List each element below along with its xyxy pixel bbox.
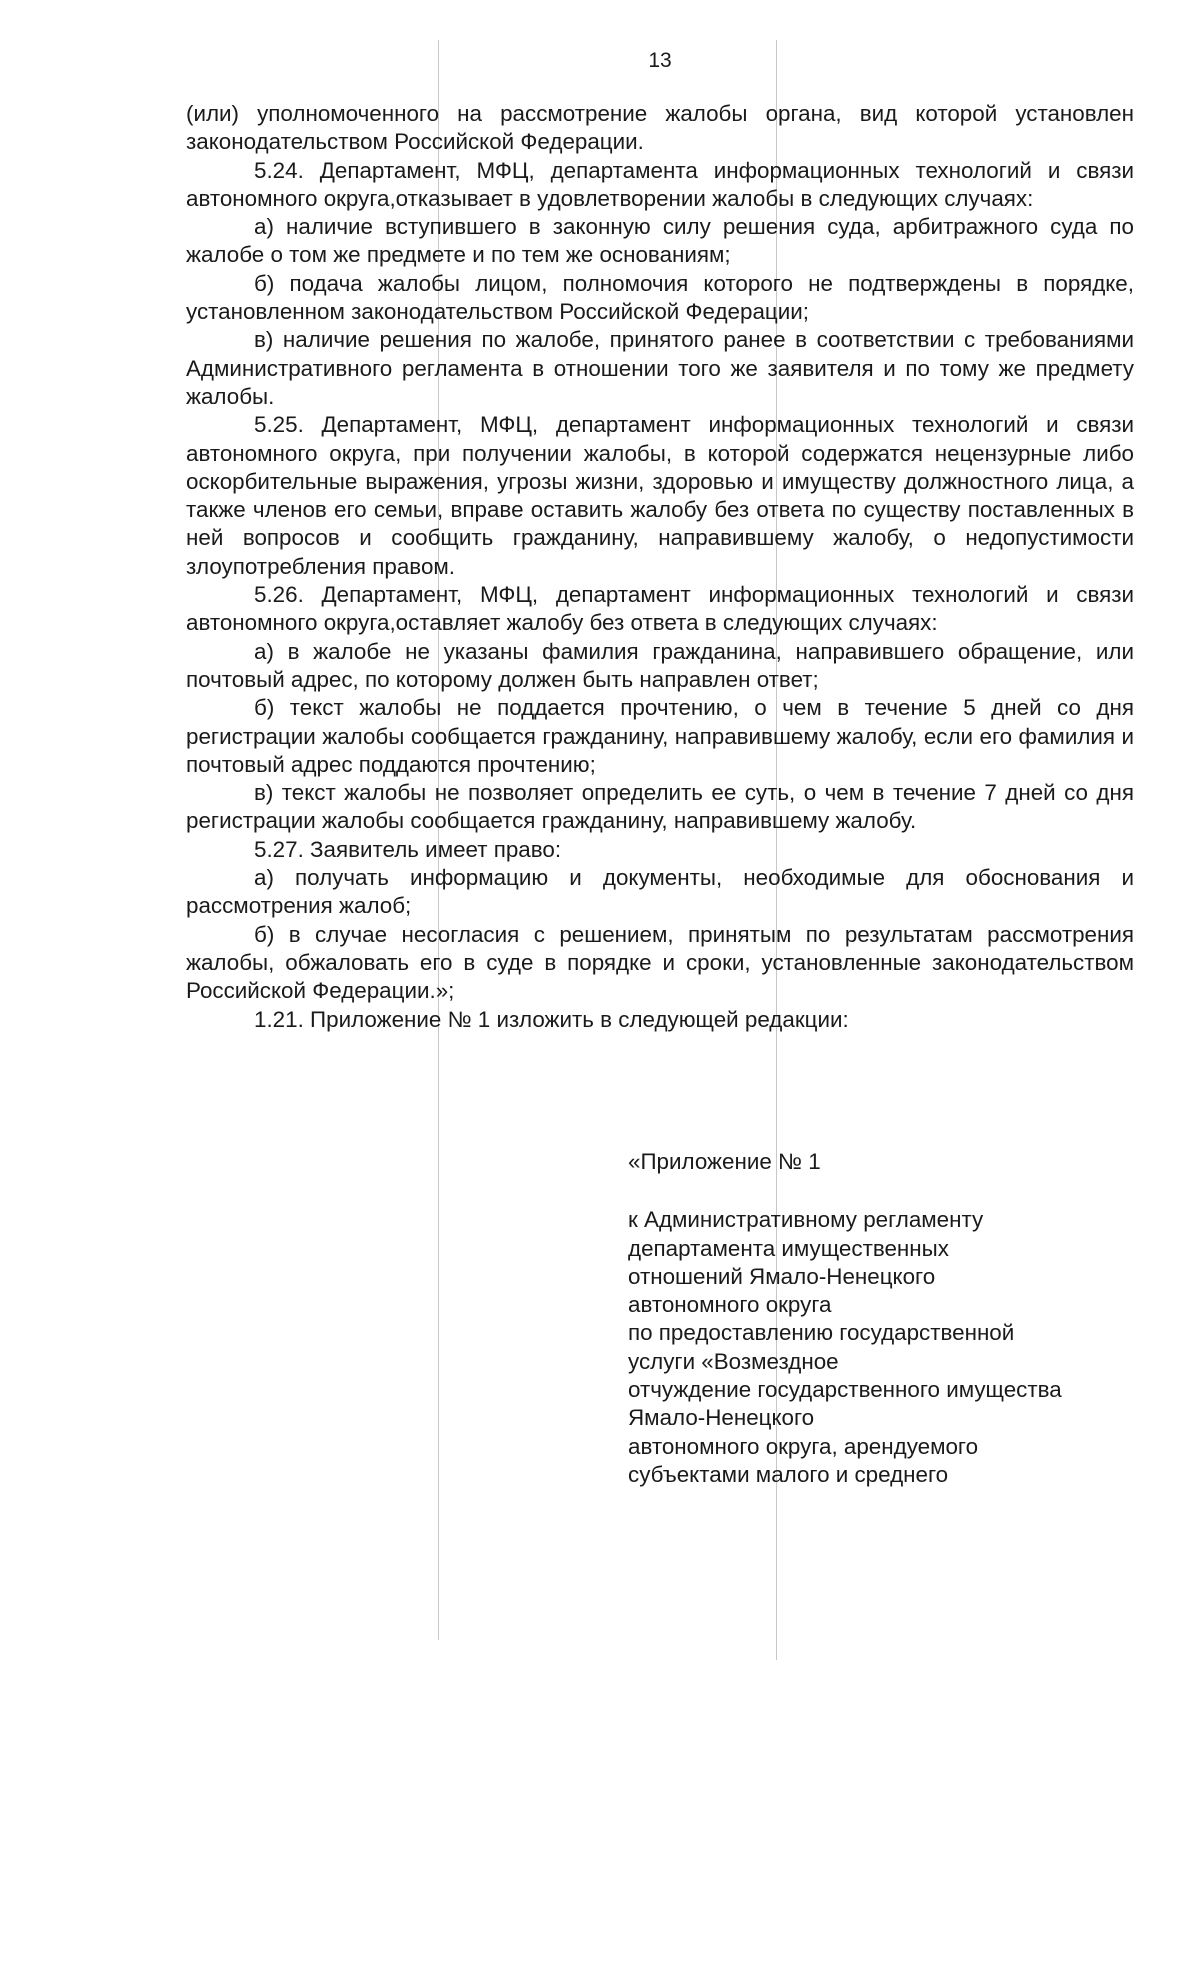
paragraph-5-26-b: б) текст жалобы не поддается прочтению, о чем в течение 5 дней со дня регистрации жалобы сообщается гражданину, направившему жалобу, если его фамилия и почтовый адрес поддаются прочтению; xyxy=(186,695,1134,777)
appendix-line: услуги «Возмездное xyxy=(628,1348,839,1374)
appendix-line: к Административному регламенту xyxy=(628,1207,984,1233)
paragraph-5-26-v: в) текст жалобы не позволяет определить ее суть, о чем в течение 7 дней со дня регистрации жалобы сообщается гражданину, направившему жалобу. xyxy=(186,780,1134,834)
paragraph-5-24-b: б) подача жалобы лицом, полномочия которого не подтверждены в порядке, установленном законодательством Российской Федерации; xyxy=(186,270,1134,325)
appendix-line: автономного округа xyxy=(628,1292,832,1318)
appendix-line: отчуждение государственного имущества xyxy=(628,1377,1062,1403)
paragraph-5-26-a: а) в жалобе не указаны фамилия гражданина, направившего обращение, или почтовый адрес, по которому должен быть направлен ответ; xyxy=(186,638,1134,692)
paragraph-5-24-a: а) наличие вступившего в законную силу решения суда, арбитражного суда по жалобе о том же предмете и по тем же основаниям; xyxy=(186,214,1134,268)
paragraph-5-24: 5.24. Департамент, МФЦ, департамента информационных технологий и связи автономного округа,отказывает в удовлетворении жалобы в следующих случаях: xyxy=(186,157,1134,211)
paragraph-5-25: 5.25. Департамент, МФЦ, департамент информационных технологий и связи автономного округа, при получении жалобы, в которой содержатся нецензурные либо оскорбительные выражения, угрозы жизни, здоровью и имуществу должностного лица, а также членов его семьи, вправе оставить жалобу без ответа по существу поставленных в ней вопросов и сообщить гражданину, направившему жалобу, о недопустимости злоупотребления правом. xyxy=(186,412,1134,579)
appendix-line: Ямало-Ненецкого xyxy=(628,1405,815,1431)
page-number: 13 xyxy=(648,49,672,72)
appendix-line: департамента имущественных xyxy=(628,1235,949,1261)
appendix-line: по предоставлению государственной xyxy=(628,1320,1015,1346)
document-body xyxy=(186,100,1134,1034)
appendix-line: субъектами малого и среднего xyxy=(628,1461,949,1487)
paragraph-5-24-v: в) наличие решения по жалобе, принятого ранее в соответствии с требованиями Административного регламента в отношении того же заявителя и по тому же предмету жалобы. xyxy=(186,327,1134,409)
appendix-line: отношений Ямало-Ненецкого xyxy=(628,1263,936,1289)
appendix-line: автономного округа, арендуемого xyxy=(628,1433,979,1459)
appendix-header xyxy=(628,1148,1148,1489)
paragraph-5-27-b: б) в случае несогласия с решением, принятым по результатам рассмотрения жалобы, обжаловать его в суде в порядке и сроки, установленные законодательством Российской Федерации.»; xyxy=(186,921,1134,1004)
paragraph: (или) уполномоченного на рассмотрение жалобы органа, вид которой установлен законодательством Российской Федерации. xyxy=(186,101,1134,155)
paragraph-1-21: 1.21. Приложение № 1 изложить в следующей редакции: xyxy=(254,1006,849,1032)
paragraph-5-26: 5.26. Департамент, МФЦ, департамент информационных технологий и связи автономного округа,оставляет жалобу без ответа в следующих случаях: xyxy=(186,582,1134,636)
appendix-title: «Приложение № 1 xyxy=(628,1149,821,1174)
paragraph-5-27-a: а) получать информацию и документы, необходимые для обоснования и рассмотрения жалоб; xyxy=(186,865,1134,919)
paragraph-5-27: 5.27. Заявитель имеет право: xyxy=(254,836,562,862)
